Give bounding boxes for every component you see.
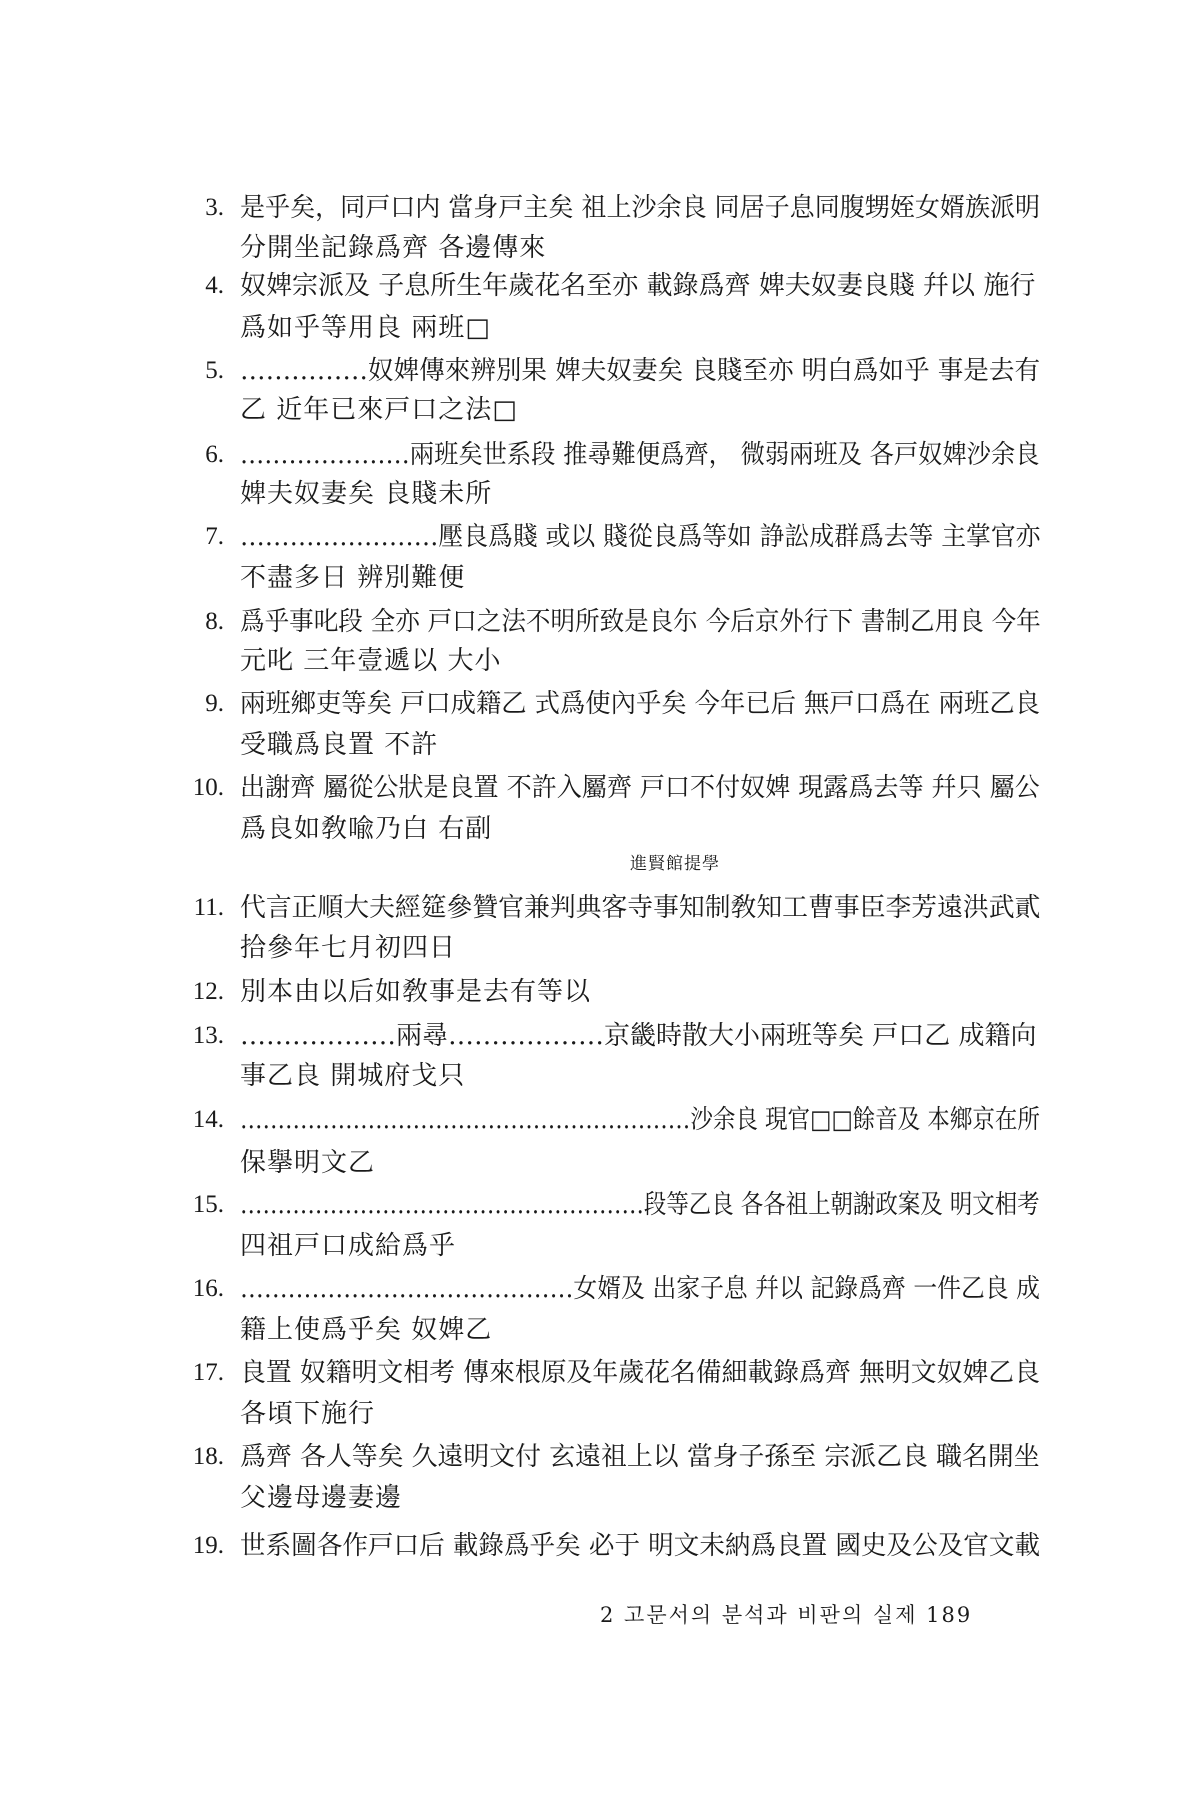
entry-number: 15. — [192, 1191, 224, 1218]
entry-continuation: 乙 近年已來戸口之法□ — [240, 395, 518, 425]
entry-number: 8. — [205, 608, 224, 635]
entry-number: 5. — [205, 357, 224, 384]
entry-continuation: 婢夫奴妻矣 良賤未所 — [240, 479, 493, 509]
entry-number: 11. — [193, 894, 224, 921]
entry-text: ……………………………………………………沙余良 現官□□餘音及 本鄉京在所 — [240, 1105, 1040, 1135]
entry-number: 7. — [205, 523, 224, 550]
entry-number: 9. — [205, 690, 224, 717]
entry-continuation: 爲如乎等用良 兩班□ — [240, 313, 491, 343]
entry-text: 奴婢宗派及 子息所生年歲花名至亦 載錄爲齊 婢夫奴妻良賤 幷以 施行 — [240, 271, 1036, 301]
entry-number: 10. — [192, 774, 224, 801]
entry-continuation: 分開坐記錄爲齊 各邊傳來 — [240, 233, 547, 263]
entry-text: ……………………………………女婿及 出家子息 幷以 記錄爲齊 一件乙良 成 — [240, 1274, 1040, 1304]
entry-continuation: 四祖戸口成給爲乎 — [240, 1231, 457, 1261]
entry-continuation: 不盡多日 辨別難便 — [240, 563, 466, 593]
entry-continuation: 籍上使爲乎矣 奴婢乙 — [240, 1315, 493, 1345]
entry-number: 17. — [192, 1359, 224, 1386]
entry-continuation: 事乙良 開城府戈只 — [240, 1061, 466, 1091]
entry-number: 4. — [205, 272, 224, 299]
entry-text: 爲乎事叱段 全亦 戸口之法不明所致是良尓 今后京外行下 書制乙用良 今年 — [240, 607, 1041, 637]
entry-text: 代言正順大夫經筵參贊官兼判典客寺事知制敎知工曹事臣李芳遠洪武貳 — [240, 893, 1041, 923]
entry-number: 18. — [192, 1443, 224, 1470]
entry-number: 13. — [192, 1022, 224, 1049]
entry-continuation: 爲良如敎喩乃白 右副 — [240, 814, 493, 844]
entry-text: 兩班鄉吏等矣 戸口成籍乙 式爲使內乎矣 今年已后 無戸口爲在 兩班乙良 — [240, 689, 1040, 719]
entry-continuation: 元叱 三年壹遞以 大小 — [240, 646, 502, 676]
entry-number: 14. — [192, 1106, 224, 1133]
entry-text: …………………兩班矣世系段 推尋難便爲齊， 微弱兩班及 各戸奴婢沙余良 — [240, 440, 1040, 470]
entry-text: ……………………壓良爲賤 或以 賤從良爲等如 諍訟成群爲去等 主掌官亦 — [240, 522, 1041, 552]
entry-text: ………………兩尋………………京畿時散大小兩班等矣 戸口乙 成籍向 — [240, 1021, 1037, 1051]
entry-text: 別本由以后如敎事是去有等以 — [240, 977, 592, 1007]
entry-text: 是乎矣，同戸口内 當身戸主矣 祖上沙余良 同居子息同腹甥姪女婿族派明 — [240, 193, 1041, 223]
entry-number: 3. — [205, 194, 224, 221]
entry-continuation: 拾參年七月初四日 — [240, 933, 457, 963]
entry-number: 16. — [192, 1275, 224, 1302]
entry-number: 6. — [205, 441, 224, 468]
entry-continuation: 保擧明文乙 — [240, 1148, 376, 1178]
entry-text: 出謝齊 屬從公狀是良置 不許入屬齊 戸口不付奴婢 現露爲去等 幷只 屬公 — [240, 773, 1040, 803]
entry-text: 爲齊 各人等矣 久遠明文付 玄遠祖上以 當身子孫至 宗派乙良 職名開坐 — [240, 1442, 1040, 1472]
entry-text: ………………………………………………段等乙良 各各祖上朝謝政案及 明文相考 — [240, 1190, 1040, 1220]
entry-number: 12. — [192, 978, 224, 1005]
entry-continuation: 父邊母邊妻邊 — [240, 1483, 403, 1513]
entry-text: 良置 奴籍明文相考 傳來根原及年歲花名備細載錄爲齊 無明文奴婢乙良 — [240, 1358, 1040, 1388]
entry-text: ……………奴婢傳來辨別果 婢夫奴妻矣 良賤至亦 明白爲如乎 事是去有 — [240, 356, 1041, 386]
page-footer: 2 고문서의 분석과 비판의 실제 189 — [600, 1603, 973, 1627]
entry-text: 世系圖各作戸口后 載錄爲乎矣 必于 明文未納爲良置 國史及公及官文載 — [240, 1531, 1041, 1561]
entry-continuation: 受職爲良置 不許 — [240, 730, 439, 760]
subheading: 進賢館提學 — [630, 854, 720, 874]
entry-continuation: 各頃下施行 — [240, 1399, 376, 1429]
entry-number: 19. — [192, 1532, 224, 1559]
